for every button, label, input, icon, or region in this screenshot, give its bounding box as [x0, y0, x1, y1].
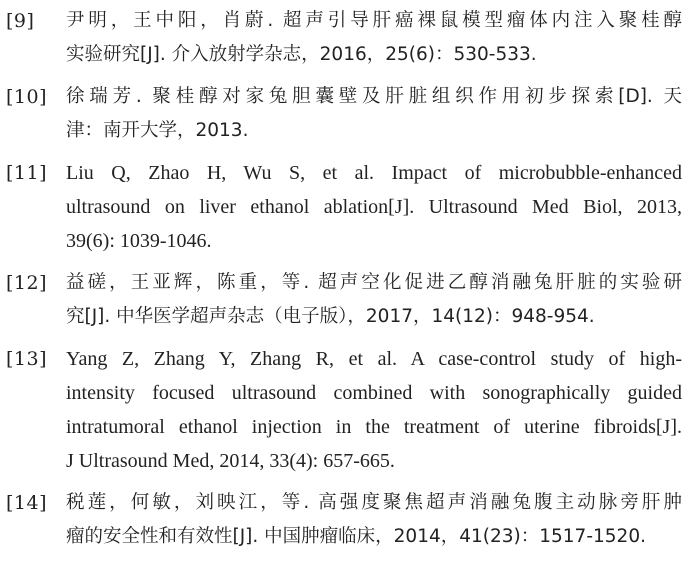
reference-list	[0, 4, 687, 562]
reference-line: 究[J]. 中华医学超声杂志（电子版），2017，14(12)：948-954.	[66, 306, 595, 327]
reference-number: [9]	[6, 10, 35, 32]
reference-line: 税莲，何敏，刘映江，等. 高强度聚焦超声消融兔腹主动脉旁肝肿	[66, 492, 682, 513]
reference-line: intratumoral ethanol injection in the treatment of uterine fibroids[J].	[66, 416, 682, 438]
reference-line: Yang Z, Zhang Y, Zhang R, et al. A case-control study of high-	[66, 348, 682, 370]
reference-line: 尹明，王中阳，肖蔚. 超声引导肝癌裸鼠模型瘤体内注入聚桂醇	[66, 10, 682, 31]
reference-line: 39(6): 1039-1046.	[66, 230, 212, 252]
reference-line: 徐瑞芳. 聚桂醇对家兔胆囊壁及肝脏组织作用初步探索[D]. 天	[66, 86, 682, 107]
reference-line: intensity focused ultrasound combined with sonographically guided	[66, 382, 682, 404]
reference-12	[0, 266, 687, 334]
reference-10	[0, 80, 687, 148]
reference-text	[66, 486, 682, 554]
reference-line: 益磋，王亚辉，陈重，等. 超声空化促进乙醇消融兔肝脏的实验研	[66, 272, 682, 293]
reference-line: 津：南开大学，2013.	[66, 120, 249, 141]
reference-text	[66, 156, 682, 258]
reference-9	[0, 4, 687, 72]
reference-14	[0, 486, 687, 554]
reference-11	[0, 156, 687, 258]
reference-line: 瘤的安全性和有效性[J]. 中国肿瘤临床，2014，41(23)：1517-1520.	[66, 526, 646, 547]
reference-number: [10]	[6, 86, 48, 108]
reference-13	[0, 342, 687, 478]
reference-text	[66, 342, 682, 478]
reference-line: 实验研究[J]. 介入放射学杂志，2016，25(6)：530-533.	[66, 44, 537, 65]
reference-number: [13]	[6, 348, 48, 370]
reference-number: [14]	[6, 492, 48, 514]
reference-line: Liu Q, Zhao H, Wu S, et al. Impact of microbubble-enhanced	[66, 162, 682, 184]
reference-number: [11]	[6, 162, 48, 184]
reference-line: J Ultrasound Med, 2014, 33(4): 657-665.	[66, 450, 395, 472]
reference-text	[66, 80, 682, 148]
reference-text	[66, 266, 682, 334]
reference-line: ultrasound on liver ethanol ablation[J]. Ultrasound Med Biol, 2013,	[66, 196, 682, 218]
reference-number: [12]	[6, 272, 48, 294]
reference-text	[66, 4, 682, 72]
